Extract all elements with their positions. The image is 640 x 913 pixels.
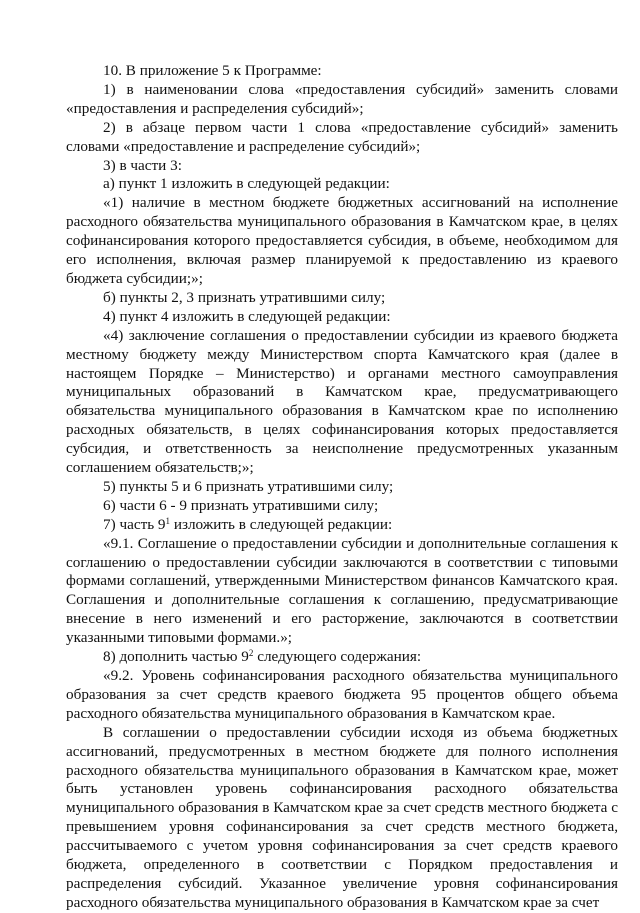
item-5-paragraph: 5) пункты 5 и 6 признать утратившими силу; [103,477,394,495]
item-7-superscript: 1 [165,515,171,526]
item-8-text-after: следующего содержания: [253,648,422,666]
item-3a-paragraph: а) пункт 1 изложить в следующей редакции: [103,175,390,193]
item-7-text-before: 7) часть 9 [103,515,166,533]
item-8-paragraph [66,648,618,667]
item-3b-paragraph: б) пункты 2, 3 признать утратившими силу; [103,288,386,306]
item-7-paragraph [66,516,618,535]
item-2-paragraph: 2) в абзаце первом части 1 слова «предоставление субсидий» заменить словами «предоставление и распределение субсидий»; [66,118,618,155]
agreement-paragraph: В соглашении о предоставлении субсидии исходя из объема бюджетных ассигнований, предусмотренных в местном бюджете для полного исполнения расходного обязательства муниципального образования в Камчатском крае, может быть установлен уровень софинансирования расходного обязательства муниципального образования в Камчатском крае за счет средств местного бюджета с превышением уровня софинансирования за счет средств местного бюджета, рассчитываемого с учетом уровня софинансирования за счет средств краевого бюджета, определенного в соответствии с Порядком предоставления и распределения субсидий. Указанное увеличение уровня софинансирования расходного обязательства муниципального образования в Камчатском крае за счет [66,723,618,911]
item-4-paragraph: 4) пункт 4 изложить в следующей редакции: [103,307,391,325]
item-1-paragraph: 1) в наименовании слова «предоставления субсидий» заменить словами «предоставления и распределения субсидий»; [66,80,618,117]
item-8-superscript: 2 [248,648,254,659]
item-3-paragraph: 3) в части 3: [103,156,182,174]
quoted-point-4-paragraph: «4) заключение соглашения о предоставлении субсидии из краевого бюджета местному бюджету между Министерством спорта Камчатского края (далее в настоящем Порядке – Министерство) и органами местного самоуправления муниципальных образований в Камчатском крае, предусматривающего обязательства муниципального образования в Камчатском крае по исполнению расходных обязательств, в целях софинансирования которых предоставляется субсидия, и ответственность за неисполнение предусмотренных указанным соглашением обязательств;»; [66,326,618,477]
quoted-part-9-1-paragraph: «9.1. Соглашение о предоставлении субсидии и дополнительные соглашения к соглашению о предоставлении субсидии заключаются в соответствии с типовыми формами соглашений, утвержденными Министерством финансов Камчатского края. Соглашения и дополнительные соглашения к соглашению, предусматривающие внесение в него изменений и его расторжение, заключаются в соответствии указанными типовыми формами.»; [66,534,618,647]
item-6-paragraph: 6) части 6 - 9 признать утратившими силу; [103,496,379,514]
item-7-text-after: изложить в следующей редакции: [170,515,393,533]
quoted-point-1-paragraph: «1) наличие в местном бюджете бюджетных ассигнований на исполнение расходного обязательства муниципального образования в Камчатском крае, в целях софинансирования которого предоставляется субсидия, в объеме, необходимом для его исполнения, включая размер планируемой к предоставлению из краевого бюджета субсидии;»; [66,194,618,287]
quoted-part-9-2-paragraph: «9.2. Уровень софинансирования расходного обязательства муниципального образования за счет средств краевого бюджета 95 процентов общего объема расходного обязательства муниципального образования в Камчатском крае. [66,667,618,722]
section-heading: 10. В приложение 5 к Программе: [103,62,322,79]
item-8-text-before: 8) дополнить частью 9 [103,648,249,666]
